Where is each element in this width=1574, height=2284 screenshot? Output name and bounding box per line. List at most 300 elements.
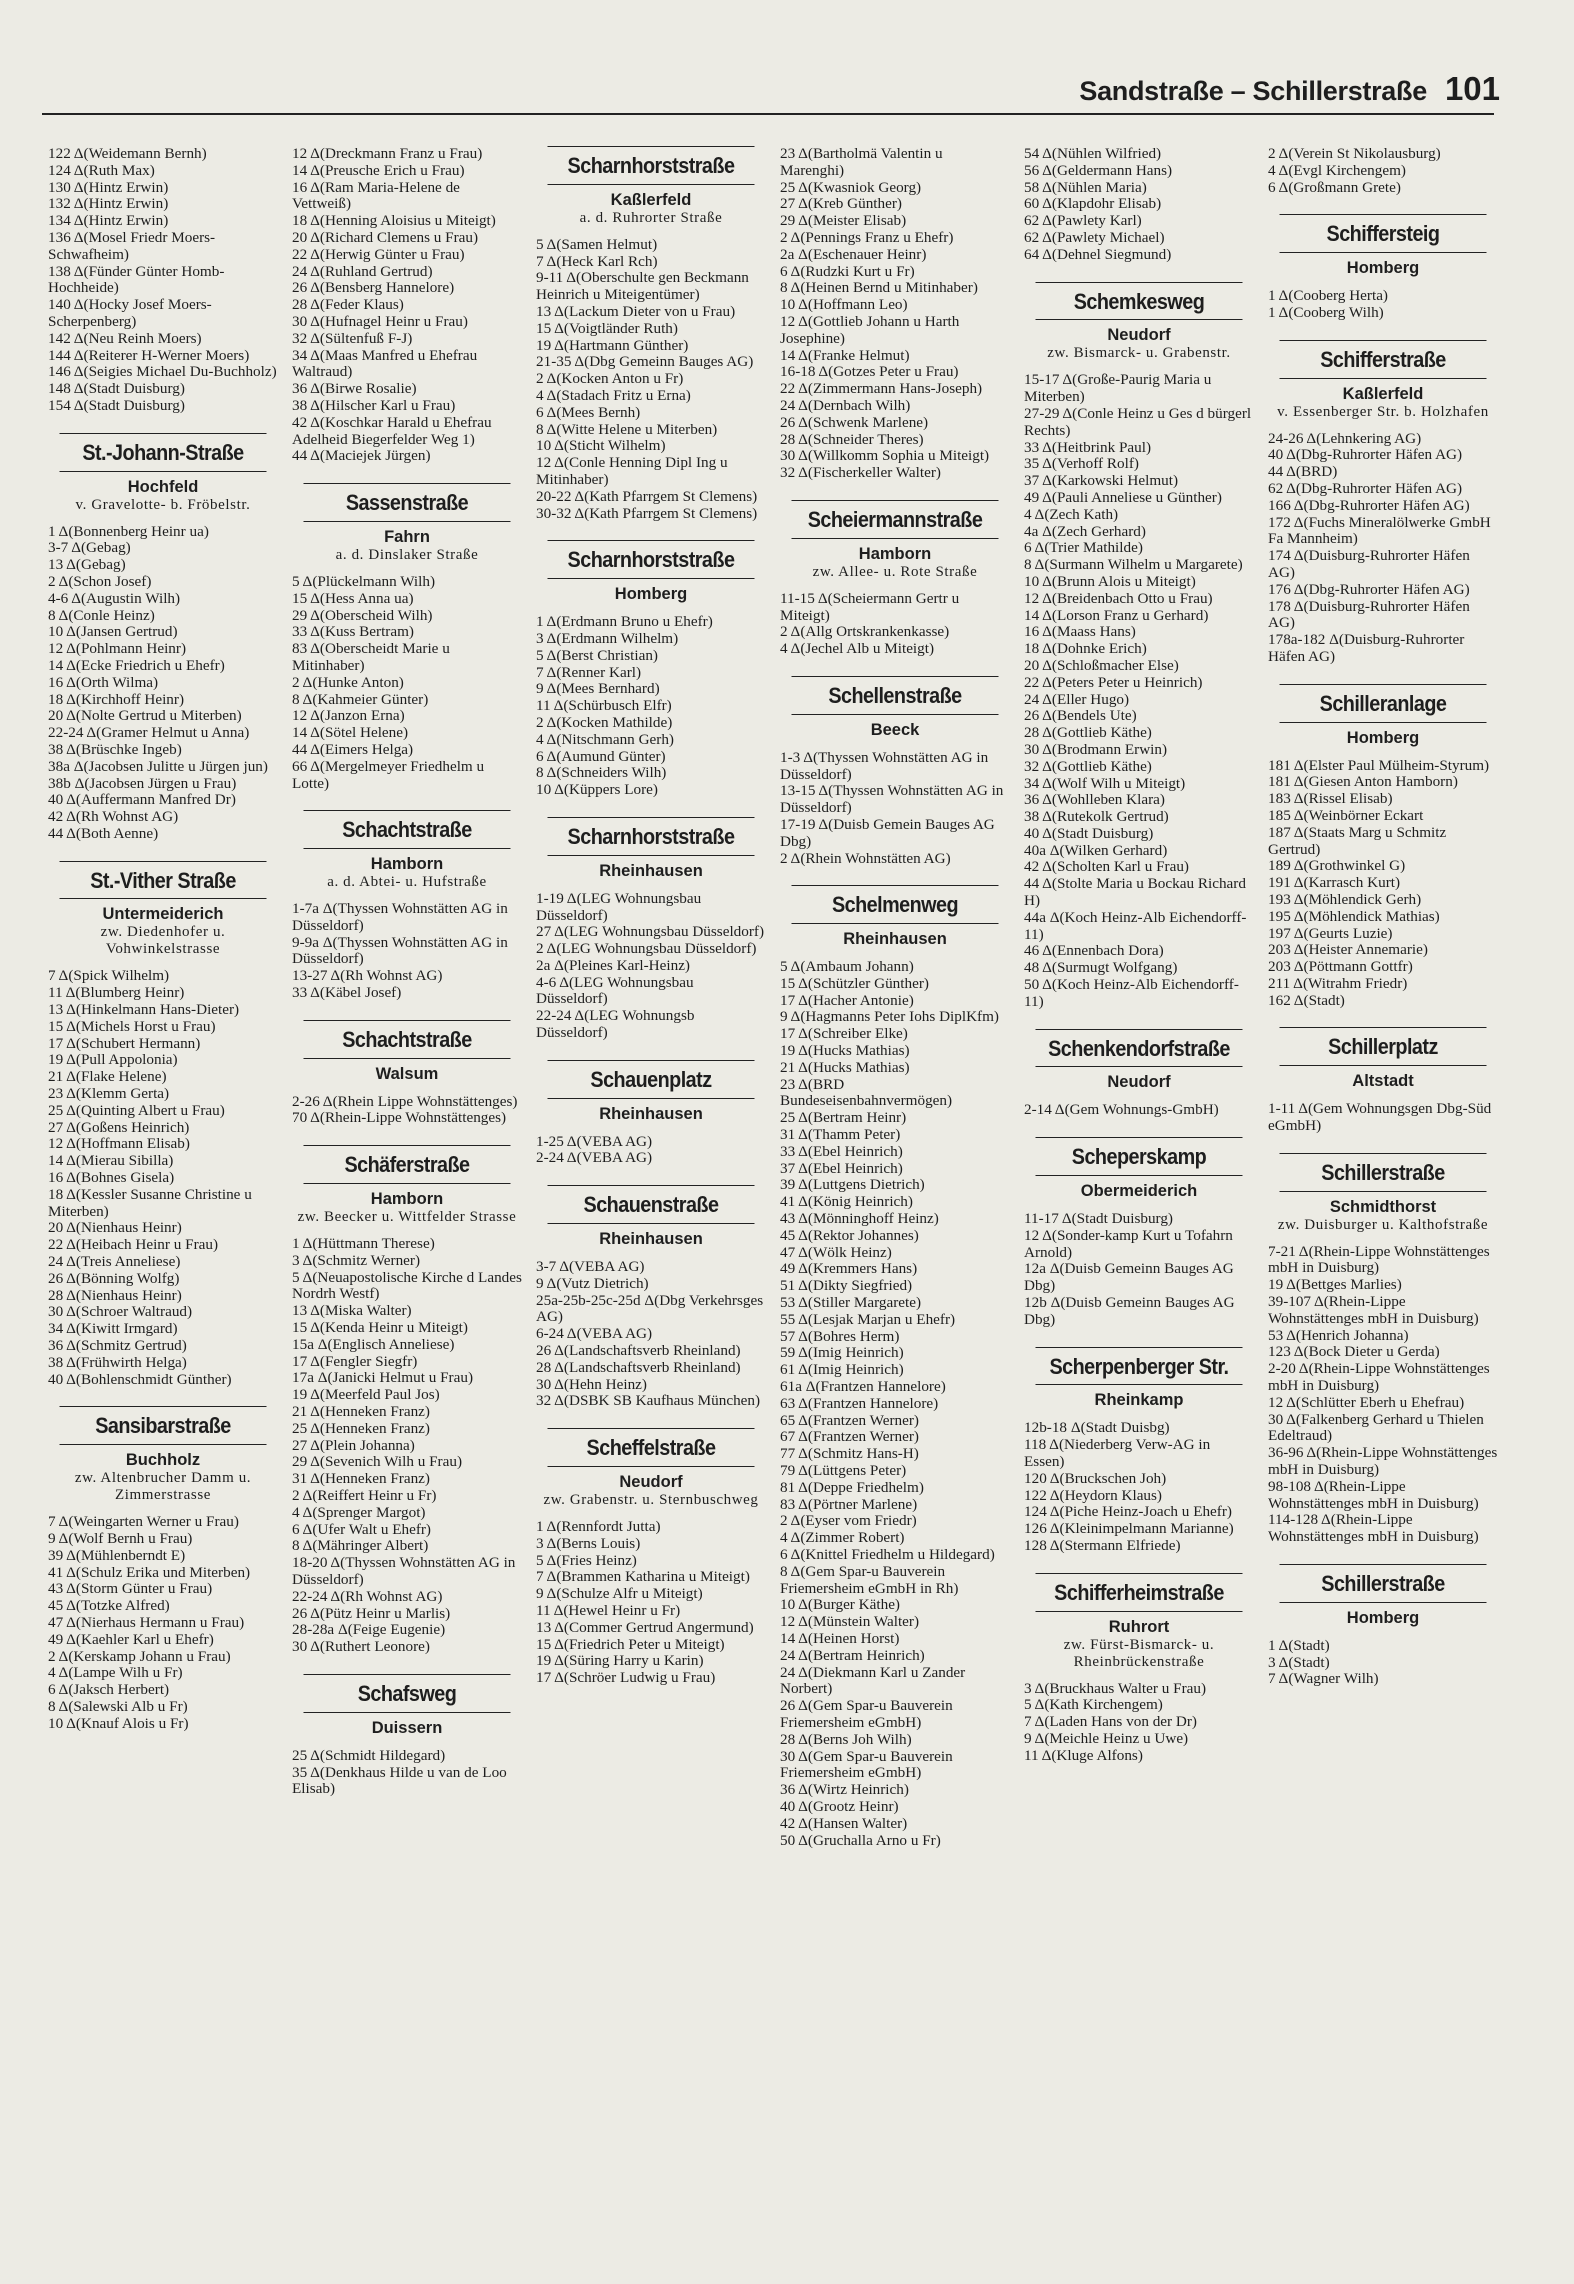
- property-entry: 2a Δ(Eschenauer Heinr): [780, 245, 927, 263]
- property-entry: 42 Δ(Koschkar Harald u Ehefrau Adelheid Biegerfelder Weg 1): [292, 413, 492, 448]
- page-number: 101: [1444, 70, 1500, 107]
- property-entry: 195 Δ(Möhlendick Mathias): [1268, 907, 1440, 925]
- property-entry: 5 Δ(Plückelmann Wilh): [292, 572, 436, 590]
- property-entry: 19 Δ(Hartmann Günther): [536, 336, 689, 354]
- property-entry: 2 Δ(Kerskamp Johann u Frau): [48, 1647, 231, 1665]
- property-entry: 20-22 Δ(Kath Pfarrgem St Clemens): [536, 487, 758, 505]
- district-name: Neudorf: [1107, 326, 1171, 345]
- property-entry: 14 Δ(Sötel Helene): [292, 724, 409, 742]
- property-entry: 28-28a Δ(Feige Eugenie): [292, 1621, 446, 1639]
- property-entry: 10 Δ(Brunn Alois u Miteigt): [1024, 572, 1196, 590]
- property-entry: 54 Δ(Nühlen Wilfried): [1024, 146, 1162, 162]
- property-entry: 28 Δ(Landschaftsverb Rheinland): [536, 1358, 741, 1376]
- district-name: Kaßlerfeld: [610, 190, 692, 209]
- property-entry: 41 Δ(Schulz Erika und Miterben): [48, 1563, 251, 1581]
- street-location-note: zw. Bismarck- u. Grabenstr.: [1047, 345, 1231, 362]
- property-entry: 41 Δ(König Heinrich): [780, 1193, 913, 1211]
- property-entry: 4 Δ(Jechel Alb u Miteigt): [780, 640, 935, 658]
- property-entry: 189 Δ(Grothwinkel G): [1268, 857, 1406, 875]
- street-section-header: [1268, 1153, 1498, 1234]
- property-entry: 15 Δ(Voigtländer Ruth): [536, 319, 678, 337]
- property-entry: 12 Δ(Hoffmann Elisab): [48, 1135, 190, 1153]
- street-section-header: [780, 676, 1010, 740]
- property-entry: 30 Δ(Ruthert Leonore): [292, 1638, 430, 1656]
- property-entry: 123 Δ(Bock Dieter u Gerda): [1268, 1343, 1440, 1361]
- property-entry: 15-17 Δ(Große-Paurig Maria u Miterben): [1024, 371, 1212, 406]
- property-entry: 15a Δ(Englisch Anneliese): [292, 1335, 455, 1353]
- street-location-note: a. d. Dinslaker Straße: [335, 546, 479, 563]
- property-entry: 4 Δ(Zimmer Robert): [780, 1529, 905, 1547]
- property-entry: 62 Δ(Dbg-Ruhrorter Häfen AG): [1268, 479, 1463, 497]
- property-entry: 56 Δ(Geldermann Hans): [1024, 161, 1173, 179]
- property-entry: 178 Δ(Duisburg-Ruhrorter Häfen AG): [1268, 597, 1470, 632]
- property-entry: 162 Δ(Stadt): [1268, 991, 1345, 1009]
- property-entry: 11 Δ(Schürbusch Elfr): [536, 697, 672, 715]
- property-entry: 36 Δ(Birwe Rosalie): [292, 380, 417, 398]
- property-entry: 2 Δ(Kocken Mathilde): [536, 713, 673, 731]
- property-entry: 6-24 Δ(VEBA AG): [536, 1325, 653, 1343]
- street-name: Schenkendorfstraße: [1036, 1029, 1243, 1068]
- property-entry: 57 Δ(Bohres Herm): [780, 1327, 900, 1345]
- property-entry: 70 Δ(Rhein-Lippe Wohnstättenges): [292, 1109, 507, 1127]
- district-name: Rheinkamp: [1094, 1391, 1184, 1410]
- property-entry: 4-6 Δ(LEG Wohnungsbau Düsseldorf): [536, 973, 694, 1008]
- property-entry: 178a-182 Δ(Duisburg-Ruhrorter Häfen AG): [1268, 631, 1465, 665]
- property-entry: 26 Δ(Gem Spar-u Bauverein Friemersheim eGmbH): [780, 1697, 953, 1731]
- property-entry: 53 Δ(Henrich Johanna): [1268, 1326, 1409, 1344]
- property-entry: 5 Δ(Kath Kirchengem): [1024, 1696, 1163, 1714]
- street-section-header: [536, 1428, 766, 1509]
- property-entry: 32 Δ(Fischerkeller Walter): [780, 464, 941, 482]
- property-entry: 4 Δ(Nitschmann Gerh): [536, 730, 674, 748]
- property-entry: 38 Δ(Frühwirth Helga): [48, 1353, 187, 1371]
- property-entry: 30 Δ(Schroer Waltraud): [48, 1303, 193, 1321]
- property-entry: 7-21 Δ(Rhein-Lippe Wohnstättenges mbH in Duisburg): [1268, 1242, 1490, 1277]
- street-name: Schillerstraße: [1280, 1153, 1487, 1192]
- street-name: Schiffersteig: [1280, 214, 1487, 253]
- property-entry: 45 Δ(Rektor Johannes): [780, 1226, 919, 1244]
- property-entry: 12a Δ(Duisb Gemeinn Bauges AG Dbg): [1024, 1260, 1234, 1295]
- property-entry: 14 Δ(Ecke Friedrich u Ehefr): [48, 656, 225, 674]
- property-entry: 19 Δ(Pull Appolonia): [48, 1051, 178, 1069]
- property-entry: 33 Δ(Käbel Josef): [292, 984, 402, 1002]
- property-entry: 2 Δ(Verein St Nikolausburg): [1268, 146, 1441, 162]
- directory-columns: [48, 146, 1498, 2276]
- property-entry: 8 Δ(Kahmeier Günter): [292, 690, 429, 708]
- property-entry: 124 Δ(Piche Heinz-Joach u Ehefr): [1024, 1503, 1232, 1521]
- property-entry: 16 Δ(Ram Maria-Helene de Vettweiß): [292, 178, 460, 213]
- property-entry: 36 Δ(Wirtz Heinrich): [780, 1781, 909, 1799]
- property-entry: 30 Δ(Willkomm Sophia u Miteigt): [780, 447, 990, 465]
- street-name: Schellenstraße: [792, 676, 999, 715]
- street-location-note: zw. Grabenstr. u. Sternbuschweg: [543, 1492, 759, 1509]
- property-entry: 22 Δ(Peters Peter u Heinrich): [1024, 673, 1203, 691]
- property-entry: 25 Δ(Quinting Albert u Frau): [48, 1101, 225, 1119]
- property-entry: 44 Δ(Both Aenne): [48, 824, 159, 842]
- property-entry: 10 Δ(Küppers Lore): [536, 781, 658, 799]
- property-entry: 38 Δ(Brüschke Ingeb): [48, 740, 182, 758]
- property-entry: 4 Δ(Zech Kath): [1024, 505, 1119, 523]
- property-entry: 26 Δ(Bönning Wolfg): [48, 1269, 180, 1287]
- property-entry: 40 Δ(Auffermann Manfred Dr): [48, 791, 236, 809]
- property-entry: 7 Δ(Renner Karl): [536, 663, 642, 681]
- property-entry: 9 Δ(Hagmanns Peter Iohs DiplKfm): [780, 1008, 999, 1026]
- property-entry: 17 Δ(Schubert Hermann): [48, 1034, 201, 1052]
- property-entry: 12 Δ(Breidenbach Otto u Frau): [1024, 589, 1213, 607]
- property-entry: 28 Δ(Gottlieb Käthe): [1024, 724, 1152, 742]
- property-entry: 18 Δ(Kessler Susanne Christine u Miterben): [48, 1185, 252, 1220]
- property-entry: 50 Δ(Koch Heinz-Alb Eichendorff-11): [1024, 976, 1239, 1010]
- property-entry: 30-32 Δ(Kath Pfarrgem St Clemens): [536, 504, 758, 522]
- property-entry: 2-20 Δ(Rhein-Lippe Wohnstättenges mbH in Duisburg): [1268, 1360, 1490, 1395]
- property-entry: 185 Δ(Weinbörner Eckart: [1268, 806, 1424, 824]
- property-entry: 12b-18 Δ(Stadt Duisbg): [1024, 1419, 1170, 1437]
- property-entry: 1 Δ(Hüttmann Therese): [292, 1235, 435, 1253]
- property-entry: 2 Δ(LEG Wohnungsbau Düsseldorf): [536, 940, 757, 958]
- property-entry: 4-6 Δ(Augustin Wilh): [48, 589, 181, 607]
- property-entry: 6 Δ(Jaksch Herbert): [48, 1681, 170, 1699]
- property-entry: 19 Δ(Bettges Marlies): [1268, 1276, 1402, 1294]
- property-entry: 6 Δ(Knittel Friedhelm u Hildegard): [780, 1545, 995, 1563]
- property-entry: 29 Δ(Meister Elisab): [780, 212, 907, 230]
- property-entry: 15 Δ(Friedrich Peter u Miteigt): [536, 1635, 725, 1653]
- street-section-header: [1024, 282, 1254, 363]
- property-entry: 13 Δ(Commer Gertrud Angermund): [536, 1618, 754, 1636]
- street-location-note: zw. Duisburger u. Kalthofstraße: [1277, 1216, 1489, 1233]
- property-entry: 19 Δ(Meerfeld Paul Jos): [292, 1386, 440, 1404]
- property-entry: 13 Δ(Hinkelmann Hans-Dieter): [48, 1001, 240, 1019]
- property-entry: 59 Δ(Imig Heinrich): [780, 1344, 904, 1362]
- street-location-note: a. d. Ruhrorter Straße: [579, 209, 723, 226]
- street-name: St.-Vither Straße: [60, 861, 267, 900]
- district-name: Rheinhausen: [599, 1104, 703, 1123]
- street-section-header: [1268, 340, 1498, 421]
- property-entry: 6 Δ(Großmann Grete): [1268, 178, 1401, 196]
- property-entry: 142 Δ(Neu Reinh Moers): [48, 329, 202, 347]
- property-entry: 2 Δ(Hunke Anton): [292, 673, 404, 691]
- property-entry: 9 Δ(Meichle Heinz u Uwe): [1024, 1729, 1189, 1747]
- street-section-header: [48, 1406, 278, 1504]
- district-name: Hamborn: [370, 855, 444, 874]
- street-section-header: [292, 483, 522, 564]
- street-section-header: [780, 500, 1010, 581]
- property-entry: 9-9a Δ(Thyssen Wohnstätten AG in Düsseldorf): [292, 933, 508, 968]
- property-entry: 44 Δ(Stolte Maria u Bockau Richard H): [1024, 875, 1246, 910]
- property-entry: 4 Δ(Evgl Kirchengem): [1268, 161, 1406, 179]
- property-entry: 39 Δ(Mühlenberndt E): [48, 1546, 186, 1564]
- property-entry: 17 Δ(Fengler Siegfr): [292, 1352, 418, 1370]
- street-section-header: [1024, 1137, 1254, 1201]
- property-entry: 36 Δ(Schmitz Gertrud): [48, 1337, 187, 1355]
- property-entry: 65 Δ(Frantzen Werner): [780, 1411, 919, 1429]
- property-entry: 32 Δ(Sültenfuß F-J): [292, 329, 413, 347]
- property-entry: 148 Δ(Stadt Duisburg): [48, 380, 185, 398]
- street-section-header: [292, 1020, 522, 1084]
- property-entry: 46 Δ(Ennenbach Dora): [1024, 942, 1164, 960]
- property-entry: 25 Δ(Kwasniok Georg): [780, 178, 922, 196]
- street-name: Scheperskamp: [1036, 1137, 1243, 1176]
- street-name: Scharnhorststraße: [548, 146, 755, 185]
- property-entry: 34 Δ(Maas Manfred u Ehefrau Waltraud): [292, 346, 478, 381]
- column-5: [1024, 146, 1254, 2276]
- property-entry: 7 Δ(Weingarten Werner u Frau): [48, 1513, 239, 1531]
- property-entry: 23 Δ(Klemm Gerta): [48, 1085, 170, 1103]
- property-entry: 2 Δ(Eyser vom Friedr): [780, 1512, 917, 1530]
- property-entry: 40 Δ(Stadt Duisburg): [1024, 824, 1154, 842]
- property-entry: 12 Δ(Conle Henning Dipl Ing u Mitinhaber): [536, 454, 728, 488]
- property-entry: 26 Δ(Pütz Heinr u Marlis): [292, 1604, 451, 1622]
- property-entry: 29 Δ(Oberscheid Wilh): [292, 606, 433, 624]
- property-entry: 61a Δ(Frantzen Hannelore): [780, 1378, 946, 1396]
- street-section-header: [1024, 1029, 1254, 1093]
- property-entry: 35 Δ(Denkhaus Hilde u van de Loo Elisab): [292, 1763, 507, 1798]
- property-entry: 10 Δ(Jansen Gertrud): [48, 623, 178, 641]
- property-entry: 10 Δ(Burger Käthe): [780, 1596, 900, 1614]
- property-entry: 16-18 Δ(Gotzes Peter u Frau): [780, 363, 959, 381]
- street-name: Schifferheimstraße: [1036, 1573, 1243, 1612]
- property-entry: 166 Δ(Dbg-Ruhrorter Häfen AG): [1268, 496, 1470, 514]
- property-entry: 5 Δ(Samen Helmut): [536, 235, 658, 253]
- property-entry: 39 Δ(Luttgens Dietrich): [780, 1176, 925, 1194]
- property-entry: 40 Δ(Dbg-Ruhrorter Häfen AG): [1268, 446, 1463, 464]
- property-entry: 34 Δ(Kiwitt Irmgard): [48, 1320, 178, 1338]
- property-entry: 2 Δ(Allg Ortskrankenkasse): [780, 623, 950, 641]
- property-entry: 20 Δ(Nienhaus Heinr): [48, 1219, 182, 1237]
- property-entry: 26 Δ(Bendels Ute): [1024, 707, 1137, 725]
- street-name: Schachtstraße: [304, 1020, 511, 1059]
- street-section-header: [292, 1145, 522, 1226]
- property-entry: 4 Δ(Sprenger Margot): [292, 1503, 426, 1521]
- property-entry: 24 Δ(Ruhland Gertrud): [292, 262, 433, 280]
- property-entry: 10 Δ(Hoffmann Leo): [780, 296, 908, 314]
- property-entry: 8 Δ(Salewski Alb u Fr): [48, 1697, 188, 1715]
- property-entry: 18 Δ(Henning Aloisius u Miteigt): [292, 212, 496, 230]
- property-entry: 9 Δ(Vutz Dietrich): [536, 1274, 649, 1292]
- property-entry: 5 Δ(Neuapostolische Kirche d Landes Nordrh Westf): [292, 1268, 522, 1303]
- property-entry: 27 Δ(Kreb Günther): [780, 195, 902, 213]
- property-entry: 30 Δ(Brodmann Erwin): [1024, 740, 1168, 758]
- property-entry: 36-96 Δ(Rhein-Lippe Wohnstättenges mbH in Duisburg): [1268, 1444, 1498, 1479]
- district-name: Homberg: [614, 585, 688, 604]
- street-section-header: [1268, 214, 1498, 278]
- property-entry: 1 Δ(Cooberg Herta): [1268, 287, 1388, 305]
- property-entry: 30 Δ(Gem Spar-u Bauverein Friemersheim eGmbH): [780, 1747, 953, 1782]
- property-entry: 17 Δ(Hacher Antonie): [780, 991, 914, 1009]
- property-entry: 20 Δ(Schloßmacher Else): [1024, 656, 1179, 674]
- property-entry: 3-7 Δ(VEBA AG): [536, 1258, 645, 1276]
- property-entry: 12 Δ(Janzon Erna): [292, 707, 405, 725]
- property-entry: 24 Δ(Eller Hugo): [1024, 690, 1130, 708]
- property-entry: 61 Δ(Imig Heinrich): [780, 1361, 904, 1379]
- street-name: Scherpenberger Str.: [1036, 1347, 1243, 1386]
- property-entry: 4 Δ(Lampe Wilh u Fr): [48, 1664, 183, 1682]
- property-entry: 14 Δ(Heinen Horst): [780, 1629, 900, 1647]
- property-entry: 3 Δ(Berns Louis): [536, 1534, 641, 1552]
- property-entry: 55 Δ(Lesjak Marjan u Ehefr): [780, 1310, 956, 1328]
- property-entry: 1 Δ(Cooberg Wilh): [1268, 303, 1384, 321]
- column-1: [48, 146, 278, 2276]
- property-entry: 6 Δ(Rudzki Kurt u Fr): [780, 262, 915, 280]
- property-entry: 118 Δ(Niederberg Verw-AG in Essen): [1024, 1436, 1211, 1471]
- property-entry: 17a Δ(Janicki Helmut u Frau): [292, 1369, 474, 1387]
- property-entry: 1-3 Δ(Thyssen Wohnstätten AG in Düsseldorf): [780, 748, 989, 783]
- property-entry: 24-26 Δ(Lehnkering AG): [1268, 429, 1422, 447]
- street-section-header: [48, 861, 278, 959]
- property-entry: 20 Δ(Nolte Gertrud u Miterben): [48, 707, 242, 725]
- district-name: Hamborn: [370, 1190, 444, 1209]
- property-entry: 77 Δ(Schmitz Hans-H): [780, 1445, 919, 1463]
- property-entry: 25 Δ(Henneken Franz): [292, 1419, 430, 1437]
- street-name: Schachtstraße: [304, 810, 511, 849]
- street-location-note: a. d. Abtei- u. Hufstraße: [327, 874, 487, 891]
- street-name: Schafsweg: [304, 1674, 511, 1713]
- property-entry: 136 Δ(Mosel Friedr Moers-Schwafheim): [48, 228, 216, 263]
- street-location-note: v. Gravelotte- b. Fröbelstr.: [75, 496, 251, 513]
- street-section-header: [536, 146, 766, 227]
- property-entry: 2 Δ(Rhein Wohnstätten AG): [780, 849, 951, 867]
- property-entry: 16 Δ(Orth Wilma): [48, 673, 159, 691]
- property-entry: 17-19 Δ(Duisb Gemein Bauges AG Dbg): [780, 815, 995, 850]
- street-section-header: [536, 817, 766, 881]
- property-entry: 27-29 Δ(Conle Heinz u Ges d bürgerl Rechts): [1024, 404, 1252, 439]
- street-section-header: [780, 885, 1010, 949]
- street-location-note: zw. Altenbrucher Damm u. Zimmerstrasse: [74, 1470, 252, 1504]
- street-name: Scharnhorststraße: [548, 540, 755, 579]
- district-name: Homberg: [1346, 728, 1420, 747]
- column-3: [536, 146, 766, 2276]
- street-location-note: zw. Allee- u. Rote Straße: [812, 563, 978, 580]
- property-entry: 2a Δ(Pleines Karl-Heinz): [536, 956, 690, 974]
- property-entry: 128 Δ(Stermann Elfriede): [1024, 1537, 1181, 1554]
- street-name: Schilleranlage: [1280, 684, 1487, 723]
- property-entry: 8 Δ(Witte Helene u Miterben): [536, 420, 718, 438]
- district-name: Hochfeld: [127, 477, 199, 496]
- street-section-header: [1024, 1347, 1254, 1411]
- property-entry: 134 Δ(Hintz Erwin): [48, 212, 169, 230]
- property-entry: 12b Δ(Duisb Gemeinn Bauges AG Dbg): [1024, 1294, 1235, 1328]
- property-entry: 7 Δ(Wagner Wilh): [1268, 1670, 1379, 1688]
- street-name: Scheiermannstraße: [792, 500, 999, 539]
- property-entry: 1 Δ(Rennfordt Jutta): [536, 1518, 661, 1536]
- street-section-header: [292, 810, 522, 891]
- property-entry: 8 Δ(Schneiders Wilh): [536, 764, 667, 782]
- property-entry: 42 Δ(Rh Wohnst AG): [48, 808, 179, 826]
- property-entry: 64 Δ(Dehnel Siegmund): [1024, 245, 1172, 263]
- property-entry: 28 Δ(Nienhaus Heinr): [48, 1286, 182, 1304]
- property-entry: 42 Δ(Hansen Walter): [780, 1814, 908, 1832]
- property-entry: 2 Δ(Pennings Franz u Ehefr): [780, 228, 954, 246]
- property-entry: 3 Δ(Stadt): [1268, 1653, 1330, 1671]
- property-entry: 1-25 Δ(VEBA AG): [536, 1132, 653, 1150]
- property-entry: 40 Δ(Bohlenschmidt Günther): [48, 1370, 232, 1388]
- property-entry: 144 Δ(Reiterer H-Werner Moers): [48, 346, 250, 364]
- property-entry: 33 Δ(Heitbrink Paul): [1024, 438, 1152, 456]
- district-name: Duissern: [371, 1718, 443, 1737]
- property-entry: 66 Δ(Mergelmeyer Friedhelm u Lotte): [292, 757, 485, 792]
- property-entry: 1-19 Δ(LEG Wohnungsbau Düsseldorf): [536, 889, 702, 924]
- street-name: Schillerstraße: [1280, 1564, 1487, 1603]
- property-entry: 11 Δ(Hewel Heinr u Fr): [536, 1602, 681, 1620]
- property-entry: 21-35 Δ(Dbg Gemeinn Bauges AG): [536, 353, 754, 371]
- property-entry: 42 Δ(Scholten Karl u Frau): [1024, 858, 1189, 876]
- property-entry: 44 Δ(BRD): [1268, 463, 1338, 481]
- district-name: Rheinhausen: [599, 1230, 703, 1249]
- property-entry: 10 Δ(Sticht Wilhelm): [536, 437, 666, 455]
- property-entry: 12 Δ(Dreckmann Franz u Frau): [292, 146, 483, 162]
- property-entry: 58 Δ(Nühlen Maria): [1024, 178, 1147, 196]
- property-entry: 60 Δ(Klapdohr Elisab): [1024, 195, 1162, 213]
- street-section-header: [1268, 1027, 1498, 1091]
- property-entry: 24 Δ(Bertram Heinrich): [780, 1646, 925, 1664]
- property-entry: 8 Δ(Gem Spar-u Bauverein Friemersheim eGmbH in Rh): [780, 1562, 959, 1597]
- property-entry: 14 Δ(Lorson Franz u Gerhard): [1024, 606, 1209, 624]
- property-entry: 62 Δ(Pawlety Karl): [1024, 212, 1142, 230]
- street-location-note: zw. Fürst-Bismarck- u. Rheinbrückenstraße: [1063, 1636, 1215, 1670]
- property-entry: 22 Δ(Zimmermann Hans-Joseph): [780, 380, 983, 398]
- property-entry: 1 Δ(Bonnenberg Heinr ua): [48, 522, 209, 540]
- property-entry: 62 Δ(Pawlety Michael): [1024, 228, 1165, 246]
- column-6: [1268, 146, 1498, 2276]
- property-entry: 11-15 Δ(Scheiermann Gertr u Miteigt): [780, 589, 960, 624]
- property-entry: 15 Δ(Michels Horst u Frau): [48, 1017, 216, 1035]
- property-entry: 211 Δ(Witrahm Friedr): [1268, 974, 1408, 992]
- district-name: Schmidthorst: [1329, 1197, 1437, 1216]
- district-name: Rheinhausen: [599, 861, 703, 880]
- property-entry: 126 Δ(Kleinimpelmann Marianne): [1024, 1520, 1234, 1538]
- page-header: [0, 70, 1500, 108]
- property-entry: 32 Δ(DSBK SB Kaufhaus München): [536, 1392, 761, 1410]
- property-entry: 51 Δ(Dikty Siegfried): [780, 1277, 913, 1295]
- street-name: Scheffelstraße: [548, 1428, 755, 1467]
- property-entry: 8 Δ(Conle Heinz): [48, 606, 155, 624]
- property-entry: 7 Δ(Brammen Katharina u Miteigt): [536, 1568, 750, 1586]
- property-entry: 21 Δ(Hucks Mathias): [780, 1058, 910, 1076]
- street-name: Scharnhorststraße: [548, 817, 755, 856]
- property-entry: 174 Δ(Duisburg-Ruhrorter Häfen AG): [1268, 547, 1470, 581]
- property-entry: 35 Δ(Verhoff Rolf): [1024, 455, 1139, 473]
- street-name: Sansibarstraße: [60, 1406, 267, 1445]
- property-entry: 22-24 Δ(Gramer Helmut u Anna): [48, 724, 250, 742]
- property-entry: 27 Δ(Goßens Heinrich): [48, 1118, 190, 1136]
- property-entry: 3 Δ(Schmitz Werner): [292, 1251, 421, 1269]
- property-entry: 8 Δ(Mähringer Albert): [292, 1537, 429, 1555]
- street-section-header: [536, 1185, 766, 1249]
- property-entry: 17 Δ(Schreiber Elke): [780, 1025, 908, 1043]
- property-entry: 43 Δ(Storm Günter u Frau): [48, 1580, 213, 1598]
- property-entry: 22-24 Δ(Rh Wohnst AG): [292, 1587, 443, 1605]
- property-entry: 31 Δ(Thamm Peter): [780, 1126, 901, 1144]
- street-location-note: zw. Diedenhofer u. Vohwinkelstrasse: [100, 924, 226, 958]
- property-entry: 47 Δ(Nierhaus Hermann u Frau): [48, 1613, 245, 1631]
- property-entry: 14 Δ(Preusche Erich u Frau): [292, 161, 465, 179]
- district-name: Beeck: [870, 720, 920, 739]
- property-entry: 14 Δ(Mierau Sibilla): [48, 1152, 174, 1170]
- property-entry: 3 Δ(Bruckhaus Walter u Frau): [1024, 1679, 1207, 1697]
- property-entry: 5 Δ(Berst Christian): [536, 646, 658, 664]
- property-entry: 16 Δ(Maass Hans): [1024, 623, 1136, 641]
- property-entry: 27 Δ(LEG Wohnungsbau Düsseldorf): [536, 923, 765, 941]
- street-section-header: [1268, 1564, 1498, 1628]
- property-entry: 181 Δ(Giesen Anton Hamborn): [1268, 773, 1458, 791]
- property-entry: 27 Δ(Plein Johanna): [292, 1436, 415, 1454]
- property-entry: 11-17 Δ(Stadt Duisburg): [1024, 1210, 1173, 1228]
- property-entry: 2-26 Δ(Rhein Lippe Wohnstättenges): [292, 1092, 518, 1110]
- district-name: Buchholz: [125, 1451, 201, 1470]
- street-section-header: [48, 433, 278, 514]
- property-entry: 38a Δ(Jacobsen Julitte u Jürgen jun): [48, 757, 268, 775]
- property-entry: 83 Δ(Oberscheidt Marie u Mitinhaber): [292, 640, 450, 674]
- property-entry: 197 Δ(Geurts Luzie): [1268, 924, 1393, 942]
